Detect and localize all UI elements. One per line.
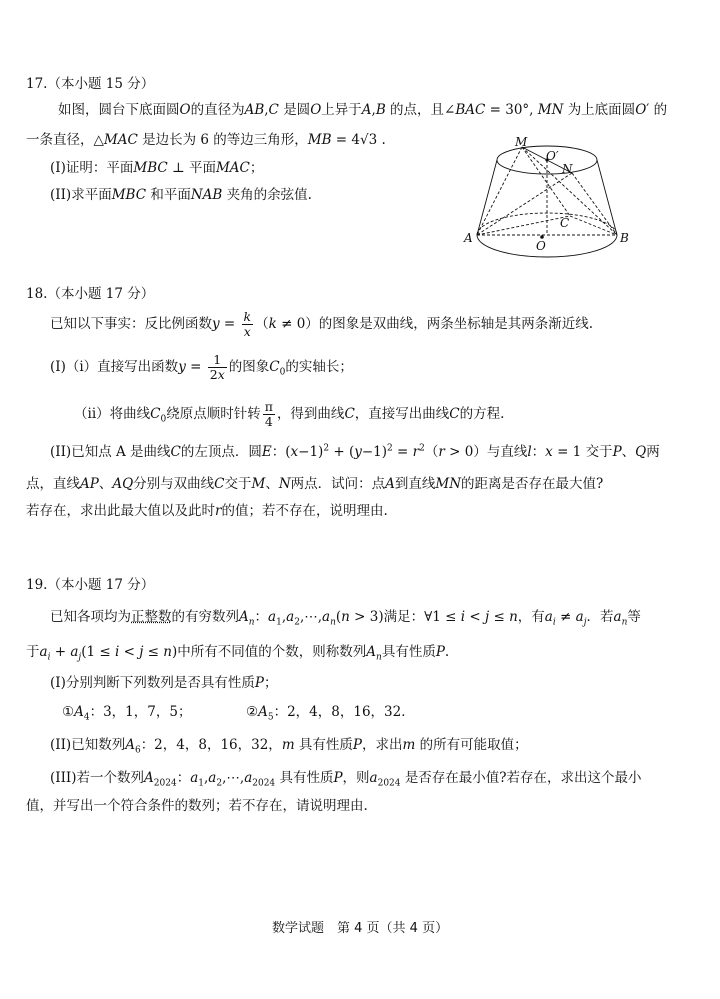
q18-line3: 若存在，求出此最大值以及此时r的值；若不存在，说明理由. [26,503,388,519]
q19-heading: 19.（本小题 17 分） [26,577,155,593]
label-b: B [620,231,629,245]
page-footer: 数学试题 第 4 页（共 4 页） [272,921,449,936]
q19-case1: $①A_4$：3，1，7，5； [62,704,192,723]
q19-line1: 已知各项均为正整数的有穷数列$A_n$：$a_1,a_2,\cdots,a_n(n > 3)$满足：∀1 ≤ i < j ≤ n，有$a_i \ne a_j$．若$a_n$等 [50,609,641,628]
q18-line1: 已知以下事实：反比例函数y = $\frac{k}{x}$ （k ≠ 0）的图象是双曲线，两条坐标轴是其两条渐近线. [50,309,594,339]
q17-heading: 17.（本小题 15 分） [26,76,155,92]
q17-line1: 如图，圆台下底面圆O的直径为AB,C 是圆O上异于A,B 的点，且∠BAC = 30°, MN 为上底面圆O′ 的 [58,102,668,118]
q17-part2: (II)求平面MBC 和平面NAB 夹角的余弦值. [50,187,312,203]
q19-case2: $②A_5$：2，4，8，16，32． [246,704,415,723]
q19-part2: (II)已知数列$A_6$：2，4，8，16，32，m 具有性质P，求出m 的所有可能取值； [50,737,528,756]
label-c: C [560,216,570,230]
side-right [597,160,617,235]
q18-heading: 18.（本小题 17 分） [26,286,155,302]
label-a: A [464,231,473,245]
q19-line4: 值，并写出一个符合条件的数列；若不存在，请说明理由. [26,798,368,814]
q17-part1: (I)证明：平面MBC ⊥ 平面MAC； [50,160,264,176]
label-m: M [515,135,528,149]
frustum-figure [462,134,632,262]
q18-part1-ii: （ii）将曲线$C_0$绕原点顺时针转 $\frac{\pi}{4}$ ，得到曲线C，直接写出曲线C的方程. [74,399,505,429]
q18-part2: (II)已知点 A 是曲线C的左顶点．圆E：$(x-1)^2 + (y-1)^2 = r^2(r > 0)$与直线l：x = 1 交于P、Q两 [50,443,660,460]
bottom-circle-front [477,235,617,257]
label-o-prime: O′ [546,149,559,163]
label-n: N [562,162,573,176]
q17-line2: 一条直径，△MAC 是边长为 6 的等边三角形，MB = 4√3 . [26,132,386,148]
q19-line2: 于$a_i + a_j(1 \le i < j \le n)$中所有不同值的个数，则称数列$A_n$具有性质P. [26,644,450,663]
q18-part1-i: (I)（i）直接写出函数y = $\frac{1}{2x}$ 的图象$C_0$的实轴长； [50,352,353,382]
label-o: O [536,239,546,253]
q19-part1: (I)分别判断下列数列是否具有性质P； [50,675,278,691]
q18-line2: 点，直线AP、AQ分别与双曲线C交于M、N两点．试问：点A到直线MN的距离是否存在最大值? [26,476,604,492]
q19-part3: (III)若一个数列$A_{2024}$：$a_1,a_2,\cdots,a_{2024}$ 具有性质P，则$a_{2024}$ 是否存在最小值?若存在，求出这个最小 [50,770,642,789]
